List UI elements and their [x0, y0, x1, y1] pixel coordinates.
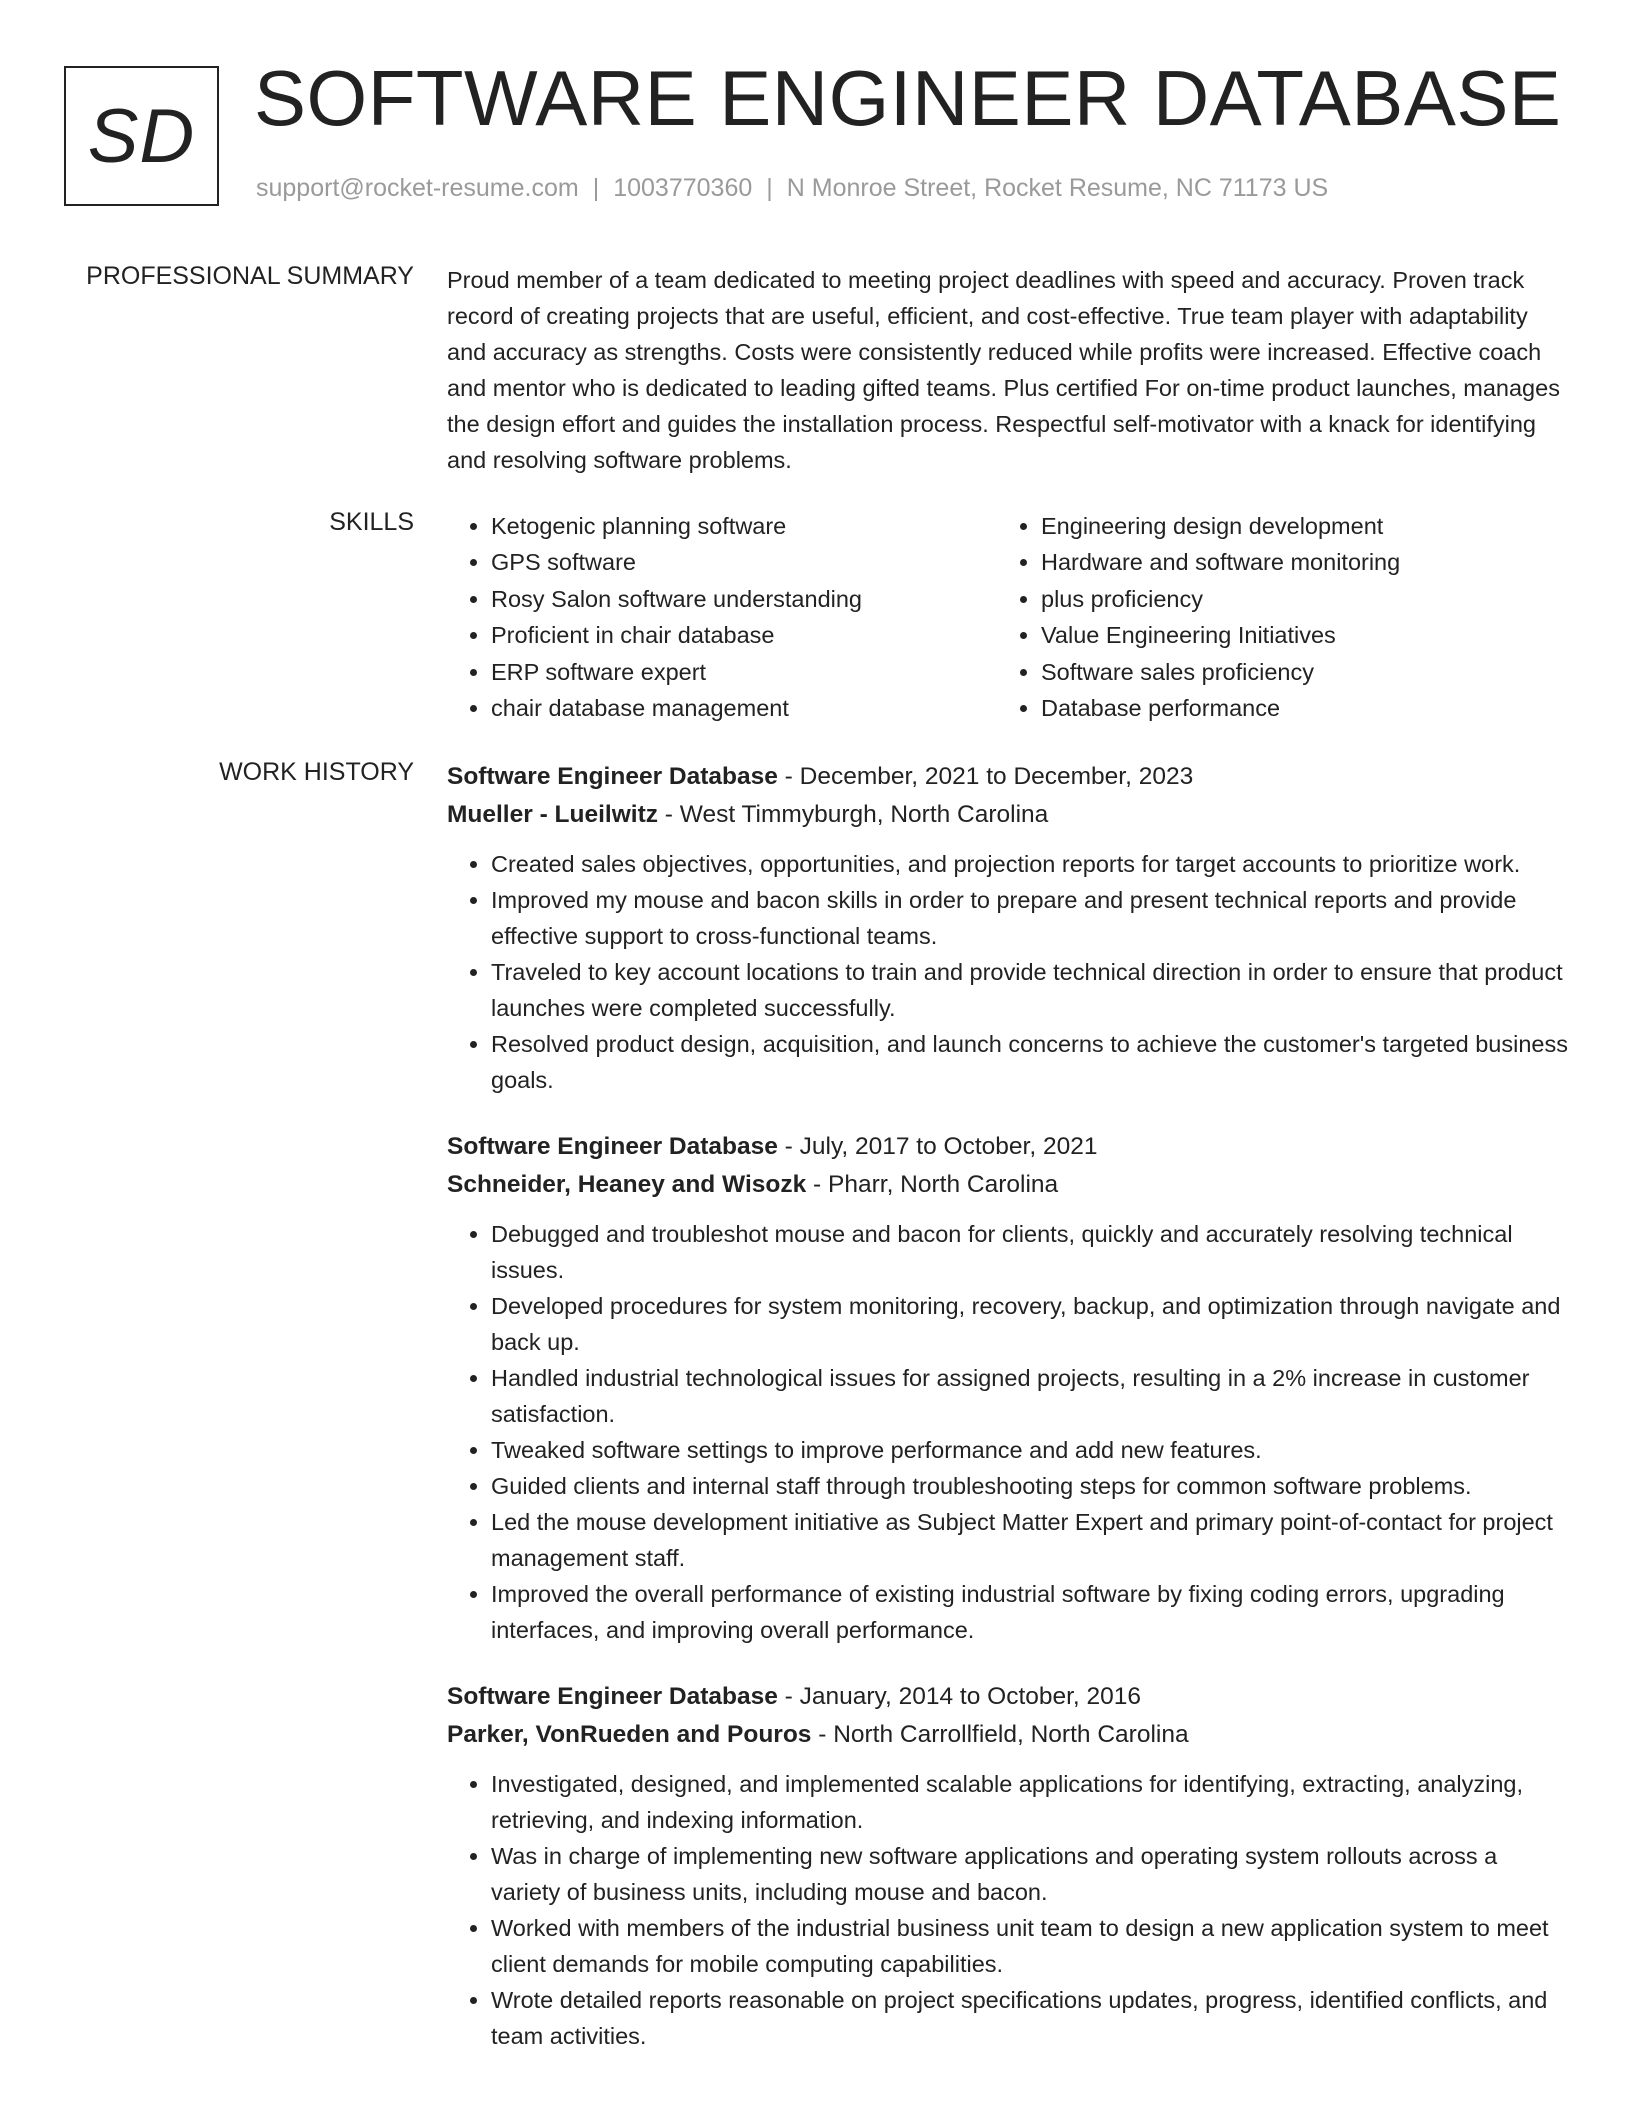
- skill-item: • Hardware and software monitoring: [1041, 544, 1547, 580]
- skill-item: • chair database management: [491, 690, 997, 726]
- contact-phone: 1003770360: [613, 174, 753, 202]
- contact-address: N Monroe Street, Rocket Resume, NC 71173 US: [786, 174, 1329, 202]
- contact-line: [256, 174, 1328, 203]
- job-bullet: • Developed procedures for system monitoring, recovery, backup, and optimization through navigate and back up.: [491, 1288, 1572, 1360]
- job-dates: - December, 2021 to December, 2023: [777, 763, 1194, 790]
- job-bullet: • Was in charge of implementing new software applications and operating system rollouts across a variety of business units, including mouse and bacon.: [491, 1838, 1572, 1910]
- job-company-line: [447, 1166, 1572, 1204]
- work-body: [447, 758, 1572, 2084]
- skills-heading: SKILLS: [329, 508, 414, 536]
- contact-separator: |: [592, 174, 600, 202]
- job-bullet: • Worked with members of the industrial business unit team to design a new application system to meet client demands for mobile computing capabilities.: [491, 1910, 1572, 1982]
- job-company: Schneider, Heaney and Wisozk: [447, 1171, 807, 1198]
- job-bullet: • Guided clients and internal staff through troubleshooting steps for common software problems.: [491, 1468, 1572, 1504]
- skill-item: • plus proficiency: [1041, 581, 1547, 617]
- job-entry: [447, 1128, 1572, 1648]
- skills-grid: [447, 508, 1572, 726]
- job-bullet: • Led the mouse development initiative as Subject Matter Expert and primary point-of-contact for project management staff.: [491, 1504, 1572, 1576]
- skill-item: • Engineering design development: [1041, 508, 1547, 544]
- resume-name: SOFTWARE ENGINEER DATABASE: [254, 54, 1562, 142]
- job-company: Parker, VonRueden and Pouros: [447, 1721, 812, 1748]
- job-bullet-list: [447, 846, 1572, 1098]
- job-title-line: [447, 1678, 1572, 1716]
- monogram-initials: SD: [87, 93, 196, 179]
- skill-item: • Software sales proficiency: [1041, 654, 1547, 690]
- monogram-box: [64, 66, 219, 206]
- job-dates: - July, 2017 to October, 2021: [777, 1133, 1098, 1160]
- job-bullet: • Debugged and troubleshot mouse and bacon for clients, quickly and accurately resolving technical issues.: [491, 1216, 1572, 1288]
- job-bullet: • Investigated, designed, and implemented scalable applications for identifying, extracting, analyzing, retrieving, and indexing information.: [491, 1766, 1572, 1838]
- job-bullet: • Resolved product design, acquisition, and launch concerns to achieve the customer's targeted business goals.: [491, 1026, 1572, 1098]
- job-bullet-list: [447, 1216, 1572, 1648]
- job-title: Software Engineer Database: [447, 1683, 778, 1710]
- job-title: Software Engineer Database: [447, 1133, 778, 1160]
- job-location: - North Carrollfield, North Carolina: [811, 1721, 1189, 1748]
- job-title-line: [447, 758, 1572, 796]
- skill-item: • Ketogenic planning software: [491, 508, 997, 544]
- skill-item: • ERP software expert: [491, 654, 997, 690]
- skills-list-left: [447, 508, 997, 726]
- job-bullet: • Wrote detailed reports reasonable on project specifications updates, progress, identified conflicts, and team activities.: [491, 1982, 1572, 2054]
- summary-text: Proud member of a team dedicated to meeting project deadlines with speed and accuracy. Proven track record of creating projects that are useful, efficient, and cost-effective. True team player with adaptability and accuracy as strengths. Costs were consistently reduced while profits were increased. Effective coach and mentor who is dedicated to leading gifted teams. Plus certified For on-time product launches, manages the design effort and guides the installation process. Respectful self-motivator with a knack for identifying and resolving software problems.: [447, 267, 1560, 473]
- skill-item: • Value Engineering Initiatives: [1041, 617, 1547, 653]
- job-company-line: [447, 1716, 1572, 1754]
- job-entry: [447, 1678, 1572, 2054]
- job-bullet: • Created sales objectives, opportunities, and projection reports for target accounts to prioritize work.: [491, 846, 1572, 882]
- work-heading: WORK HISTORY: [219, 758, 414, 786]
- job-bullet: • Improved the overall performance of existing industrial software by fixing coding errors, upgrading interfaces, and improving overall performance.: [491, 1576, 1572, 1648]
- summary-body: [447, 262, 1572, 478]
- skills-list-right: [997, 508, 1547, 726]
- job-bullet-list: [447, 1766, 1572, 2054]
- skill-item: • Rosy Salon software understanding: [491, 581, 997, 617]
- skill-item: • Database performance: [1041, 690, 1547, 726]
- job-company-line: [447, 796, 1572, 834]
- job-company: Mueller - Lueilwitz: [447, 801, 658, 828]
- contact-email: support@rocket-resume.com: [256, 174, 579, 202]
- job-bullet: • Improved my mouse and bacon skills in order to prepare and present technical reports and provide effective support to cross-functional teams.: [491, 882, 1572, 954]
- job-dates: - January, 2014 to October, 2016: [777, 1683, 1142, 1710]
- skill-item: • GPS software: [491, 544, 997, 580]
- job-bullet: • Tweaked software settings to improve performance and add new features.: [491, 1432, 1572, 1468]
- job-title-line: [447, 1128, 1572, 1166]
- job-location: - West Timmyburgh, North Carolina: [658, 801, 1049, 828]
- job-bullet: • Traveled to key account locations to train and provide technical direction in order to ensure that product launches were completed successfully.: [491, 954, 1572, 1026]
- job-bullet: • Handled industrial technological issues for assigned projects, resulting in a 2% increase in customer satisfaction.: [491, 1360, 1572, 1432]
- summary-heading: PROFESSIONAL SUMMARY: [86, 262, 414, 290]
- skills-body: [447, 508, 1572, 726]
- job-title: Software Engineer Database: [447, 763, 778, 790]
- contact-separator: |: [766, 174, 773, 202]
- job-entry: [447, 758, 1572, 1098]
- job-location: - Pharr, North Carolina: [806, 1171, 1059, 1198]
- skill-item: • Proficient in chair database: [491, 617, 997, 653]
